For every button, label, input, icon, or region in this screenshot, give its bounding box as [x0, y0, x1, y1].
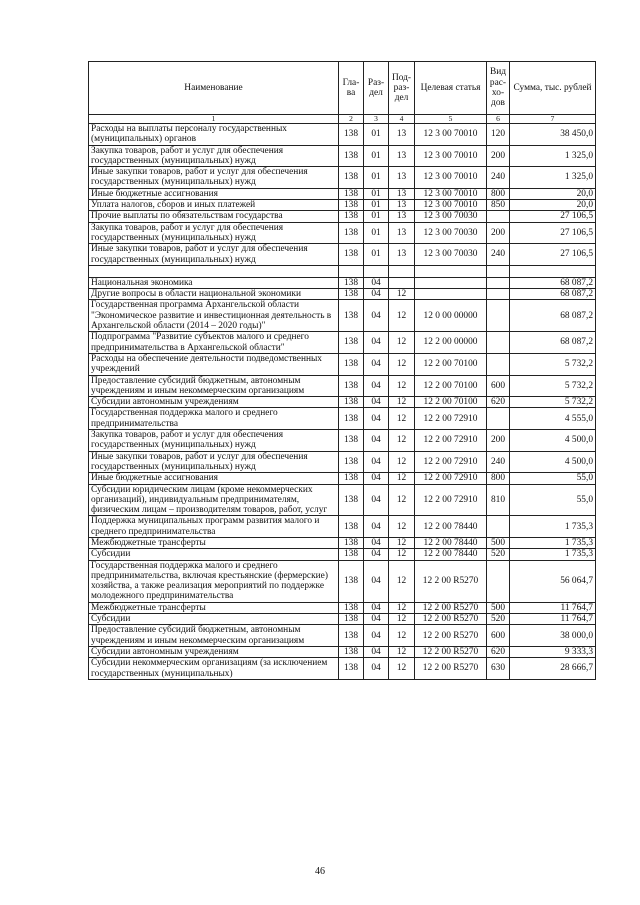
row-sum: 4 500,0 [510, 451, 596, 473]
row-glava: 138 [339, 614, 364, 625]
header-vid: Вид рас-хо-дов [487, 62, 510, 115]
col-number: 7 [510, 115, 596, 124]
row-glava: 138 [339, 277, 364, 288]
row-name: Расходы на выплаты персоналу государственных (муниципальных) органов [89, 124, 339, 146]
row-glava: 138 [339, 473, 364, 484]
row-target: 12 2 00 70100 [415, 353, 487, 375]
row-razdel [364, 265, 389, 277]
row-target: 12 2 00 R5270 [415, 602, 487, 613]
row-vid [487, 353, 510, 375]
row-sum: 9 333,3 [510, 646, 596, 657]
row-name: Предоставление субсидий бюджетным, автономным учреждениям и иным некоммерческим организациям [89, 375, 339, 397]
row-razdel: 04 [364, 602, 389, 613]
row-name: Подпрограмма "Развитие субъектов малого и среднего предпринимательства в Архангельской области" [89, 332, 339, 354]
row-glava: 138 [339, 188, 364, 199]
row-glava: 138 [339, 625, 364, 647]
table-row [89, 430, 596, 452]
row-name: Государственная поддержка малого и среднего предпринимательства [89, 408, 339, 430]
row-glava: 138 [339, 560, 364, 602]
row-name: Закупка товаров, работ и услуг для обеспечения государственных (муниципальных) нужд [89, 145, 339, 167]
row-glava: 138 [339, 332, 364, 354]
row-target: 12 2 00 R5270 [415, 560, 487, 602]
row-razdel: 01 [364, 222, 389, 244]
row-sum: 5 732,2 [510, 397, 596, 408]
row-razdel: 01 [364, 211, 389, 222]
table-row [89, 222, 596, 244]
row-podrazdel: 13 [389, 211, 415, 222]
row-razdel: 04 [364, 430, 389, 452]
table-row [89, 614, 596, 625]
row-vid: 600 [487, 375, 510, 397]
col-number: 3 [364, 115, 389, 124]
row-target: 12 2 00 72910 [415, 430, 487, 452]
row-name: Расходы на обеспечение деятельности подведомственных учреждений [89, 353, 339, 375]
table-row [89, 375, 596, 397]
row-sum: 1 325,0 [510, 167, 596, 189]
row-sum: 11 764,7 [510, 614, 596, 625]
row-target: 12 3 00 70030 [415, 244, 487, 266]
row-target [415, 289, 487, 300]
table-header [89, 62, 596, 115]
table-row [89, 145, 596, 167]
row-podrazdel: 12 [389, 549, 415, 560]
row-podrazdel: 12 [389, 537, 415, 548]
table-row [89, 277, 596, 288]
row-podrazdel: 12 [389, 658, 415, 680]
row-vid: 500 [487, 602, 510, 613]
row-name: Закупка товаров, работ и услуг для обеспечения государственных (муниципальных) нужд [89, 222, 339, 244]
row-sum: 27 106,5 [510, 222, 596, 244]
row-podrazdel: 12 [389, 602, 415, 613]
row-razdel: 01 [364, 167, 389, 189]
row-name: Субсидии некоммерческим организациям (за исключением государственных (муниципальных) [89, 658, 339, 680]
row-sum: 1 735,3 [510, 537, 596, 548]
row-target [415, 277, 487, 288]
table-row [89, 473, 596, 484]
row-podrazdel: 13 [389, 145, 415, 167]
row-sum: 11 764,7 [510, 602, 596, 613]
row-podrazdel: 12 [389, 332, 415, 354]
table-row [89, 560, 596, 602]
row-target: 12 2 00 R5270 [415, 658, 487, 680]
row-sum: 55,0 [510, 473, 596, 484]
row-podrazdel [389, 277, 415, 288]
row-vid [487, 277, 510, 288]
row-sum: 1 735,3 [510, 549, 596, 560]
row-vid [487, 516, 510, 538]
table-row [89, 211, 596, 222]
header-sum: Сумма, тыс. рублей [510, 62, 596, 115]
row-glava: 138 [339, 430, 364, 452]
table-row [89, 289, 596, 300]
row-target: 12 2 00 72910 [415, 484, 487, 516]
row-target: 12 3 00 70010 [415, 188, 487, 199]
row-sum: 68 087,2 [510, 289, 596, 300]
table-row [89, 484, 596, 516]
row-name: Иные закупки товаров, работ и услуг для обеспечения государственных (муниципальных) нужд [89, 167, 339, 189]
row-name: Иные бюджетные ассигнования [89, 473, 339, 484]
row-glava: 138 [339, 537, 364, 548]
row-target: 12 3 00 70010 [415, 145, 487, 167]
row-target: 12 3 00 70030 [415, 222, 487, 244]
row-glava: 138 [339, 167, 364, 189]
row-target: 12 2 00 72910 [415, 473, 487, 484]
row-razdel: 04 [364, 332, 389, 354]
row-podrazdel: 12 [389, 397, 415, 408]
row-sum: 56 064,7 [510, 560, 596, 602]
row-glava: 138 [339, 549, 364, 560]
row-podrazdel: 12 [389, 451, 415, 473]
row-razdel: 01 [364, 244, 389, 266]
table-row [89, 244, 596, 266]
table-row [89, 200, 596, 211]
row-target: 12 2 00 78440 [415, 537, 487, 548]
row-razdel: 04 [364, 451, 389, 473]
table-row [89, 516, 596, 538]
row-vid: 240 [487, 451, 510, 473]
row-vid [487, 408, 510, 430]
row-glava: 138 [339, 516, 364, 538]
row-target: 12 3 00 70010 [415, 167, 487, 189]
row-vid: 810 [487, 484, 510, 516]
table-body [89, 115, 596, 680]
header-target: Целевая статья [415, 62, 487, 115]
table-row [89, 265, 596, 277]
col-number: 2 [339, 115, 364, 124]
row-podrazdel: 12 [389, 516, 415, 538]
row-sum: 68 087,2 [510, 332, 596, 354]
header-name: Наименование [89, 62, 339, 115]
col-number: 5 [415, 115, 487, 124]
row-glava: 138 [339, 244, 364, 266]
row-glava: 138 [339, 124, 364, 146]
row-target: 12 3 00 70010 [415, 200, 487, 211]
row-razdel: 04 [364, 289, 389, 300]
col-number: 6 [487, 115, 510, 124]
row-podrazdel: 12 [389, 353, 415, 375]
row-name: Иные закупки товаров, работ и услуг для обеспечения государственных (муниципальных) нужд [89, 451, 339, 473]
row-razdel: 04 [364, 277, 389, 288]
row-vid: 520 [487, 549, 510, 560]
row-razdel: 04 [364, 625, 389, 647]
row-vid: 200 [487, 222, 510, 244]
row-target: 12 2 00 72910 [415, 451, 487, 473]
row-sum: 38 450,0 [510, 124, 596, 146]
row-razdel: 04 [364, 537, 389, 548]
row-target: 12 2 00 00000 [415, 332, 487, 354]
row-sum: 55,0 [510, 484, 596, 516]
row-glava: 138 [339, 602, 364, 613]
row-sum: 4 555,0 [510, 408, 596, 430]
row-podrazdel: 12 [389, 430, 415, 452]
row-glava: 138 [339, 353, 364, 375]
column-number-row [89, 115, 596, 124]
row-name: Закупка товаров, работ и услуг для обеспечения государственных (муниципальных) нужд [89, 430, 339, 452]
row-target: 12 0 00 00000 [415, 300, 487, 332]
row-glava: 138 [339, 375, 364, 397]
row-glava: 138 [339, 300, 364, 332]
row-name: Уплата налогов, сборов и иных платежей [89, 200, 339, 211]
row-name: Национальная экономика [89, 277, 339, 288]
row-target [415, 265, 487, 277]
row-name [89, 265, 339, 277]
row-razdel: 04 [364, 300, 389, 332]
table-row [89, 397, 596, 408]
row-razdel: 04 [364, 658, 389, 680]
row-glava: 138 [339, 451, 364, 473]
row-target: 12 2 00 R5270 [415, 614, 487, 625]
row-glava [339, 265, 364, 277]
table-row [89, 625, 596, 647]
row-razdel: 01 [364, 188, 389, 199]
table-row [89, 408, 596, 430]
row-vid: 800 [487, 473, 510, 484]
row-podrazdel: 12 [389, 484, 415, 516]
row-vid: 800 [487, 188, 510, 199]
row-target: 12 2 00 72910 [415, 408, 487, 430]
row-name: Другие вопросы в области национальной экономики [89, 289, 339, 300]
row-podrazdel: 12 [389, 614, 415, 625]
table-row [89, 188, 596, 199]
row-podrazdel: 13 [389, 244, 415, 266]
row-podrazdel: 12 [389, 625, 415, 647]
row-target: 12 2 00 70100 [415, 397, 487, 408]
row-razdel: 04 [364, 375, 389, 397]
row-target: 12 2 00 70100 [415, 375, 487, 397]
row-name: Прочие выплаты по обязательствам государства [89, 211, 339, 222]
row-vid: 240 [487, 167, 510, 189]
row-sum: 20,0 [510, 188, 596, 199]
row-sum: 5 732,2 [510, 353, 596, 375]
row-name: Субсидии автономным учреждениям [89, 397, 339, 408]
row-podrazdel [389, 265, 415, 277]
row-podrazdel: 13 [389, 167, 415, 189]
row-podrazdel: 12 [389, 375, 415, 397]
table-row [89, 353, 596, 375]
row-vid [487, 332, 510, 354]
row-razdel: 04 [364, 516, 389, 538]
row-vid: 200 [487, 430, 510, 452]
table-row [89, 124, 596, 146]
row-sum: 28 666,7 [510, 658, 596, 680]
row-glava: 138 [339, 658, 364, 680]
table-row [89, 549, 596, 560]
row-vid: 850 [487, 200, 510, 211]
row-glava: 138 [339, 646, 364, 657]
row-razdel: 04 [364, 549, 389, 560]
row-vid: 620 [487, 397, 510, 408]
row-vid: 600 [487, 625, 510, 647]
header-razdel: Раз-дел [364, 62, 389, 115]
row-podrazdel: 12 [389, 473, 415, 484]
row-name: Поддержка муниципальных программ развития малого и среднего предпринимательства [89, 516, 339, 538]
row-glava: 138 [339, 289, 364, 300]
table-row [89, 167, 596, 189]
row-sum: 1 325,0 [510, 145, 596, 167]
row-vid [487, 560, 510, 602]
row-razdel: 04 [364, 484, 389, 516]
row-vid: 200 [487, 145, 510, 167]
row-podrazdel: 13 [389, 188, 415, 199]
row-name: Иные закупки товаров, работ и услуг для обеспечения государственных (муниципальных) нужд [89, 244, 339, 266]
row-razdel: 04 [364, 397, 389, 408]
row-name: Субсидии [89, 614, 339, 625]
row-sum: 68 087,2 [510, 277, 596, 288]
col-number: 4 [389, 115, 415, 124]
row-vid [487, 265, 510, 277]
table-row [89, 300, 596, 332]
row-name: Субсидии [89, 549, 339, 560]
row-vid [487, 289, 510, 300]
row-podrazdel: 13 [389, 222, 415, 244]
row-sum: 1 735,3 [510, 516, 596, 538]
row-glava: 138 [339, 484, 364, 516]
row-sum: 27 106,5 [510, 244, 596, 266]
row-razdel: 01 [364, 200, 389, 211]
table-row [89, 602, 596, 613]
row-podrazdel: 12 [389, 300, 415, 332]
row-razdel: 04 [364, 408, 389, 430]
row-target: 12 2 00 R5270 [415, 646, 487, 657]
table-row [89, 658, 596, 680]
row-target: 12 3 00 70010 [415, 124, 487, 146]
row-name: Субсидии юридическим лицам (кроме некоммерческих организаций), индивидуальным предпринимателям, физическим лицам – производителям товаров, работ, услуг [89, 484, 339, 516]
row-vid: 500 [487, 537, 510, 548]
header-glava: Гла-ва [339, 62, 364, 115]
row-sum: 4 500,0 [510, 430, 596, 452]
header-podrazdel: Под-раз-дел [389, 62, 415, 115]
row-target: 12 2 00 78440 [415, 516, 487, 538]
row-vid: 630 [487, 658, 510, 680]
row-podrazdel: 13 [389, 124, 415, 146]
page-number: 46 [315, 866, 325, 877]
row-glava: 138 [339, 408, 364, 430]
row-name: Государственная программа Архангельской области "Экономическое развитие и инвестиционная деятельность в Архангельской области (2014 – 2020 годы)" [89, 300, 339, 332]
row-name: Иные бюджетные ассигнования [89, 188, 339, 199]
row-vid: 520 [487, 614, 510, 625]
row-podrazdel: 12 [389, 560, 415, 602]
budget-table [88, 61, 596, 680]
row-sum [510, 265, 596, 277]
row-podrazdel: 12 [389, 408, 415, 430]
row-sum: 27 106,5 [510, 211, 596, 222]
row-target: 12 3 00 70030 [415, 211, 487, 222]
row-podrazdel: 13 [389, 200, 415, 211]
row-razdel: 04 [364, 473, 389, 484]
row-razdel: 01 [364, 145, 389, 167]
row-sum: 38 000,0 [510, 625, 596, 647]
row-sum: 68 087,2 [510, 300, 596, 332]
row-glava: 138 [339, 200, 364, 211]
row-vid: 240 [487, 244, 510, 266]
row-razdel: 04 [364, 353, 389, 375]
table-row [89, 451, 596, 473]
table-row [89, 537, 596, 548]
row-razdel: 04 [364, 560, 389, 602]
row-vid [487, 300, 510, 332]
row-vid: 120 [487, 124, 510, 146]
row-sum: 20,0 [510, 200, 596, 211]
row-glava: 138 [339, 222, 364, 244]
row-sum: 5 732,2 [510, 375, 596, 397]
row-razdel: 04 [364, 646, 389, 657]
row-vid [487, 211, 510, 222]
row-glava: 138 [339, 211, 364, 222]
row-glava: 138 [339, 145, 364, 167]
row-name: Субсидии автономным учреждениям [89, 646, 339, 657]
row-name: Предоставление субсидий бюджетным, автономным учреждениям и иным некоммерческим организациям [89, 625, 339, 647]
row-glava: 138 [339, 397, 364, 408]
row-vid: 620 [487, 646, 510, 657]
col-number: 1 [89, 115, 339, 124]
budget-page [88, 61, 595, 680]
row-name: Межбюджетные трансферты [89, 602, 339, 613]
table-row [89, 646, 596, 657]
row-razdel: 01 [364, 124, 389, 146]
row-target: 12 2 00 78440 [415, 549, 487, 560]
row-name: Государственная поддержка малого и среднего предпринимательства, включая крестьянские (фермерские) хозяйства, а также реализация мероприятий по поддержке молодежного предпринимательства [89, 560, 339, 602]
row-target: 12 2 00 R5270 [415, 625, 487, 647]
row-razdel: 04 [364, 614, 389, 625]
row-name: Межбюджетные трансферты [89, 537, 339, 548]
row-podrazdel: 12 [389, 289, 415, 300]
row-podrazdel: 12 [389, 646, 415, 657]
table-row [89, 332, 596, 354]
